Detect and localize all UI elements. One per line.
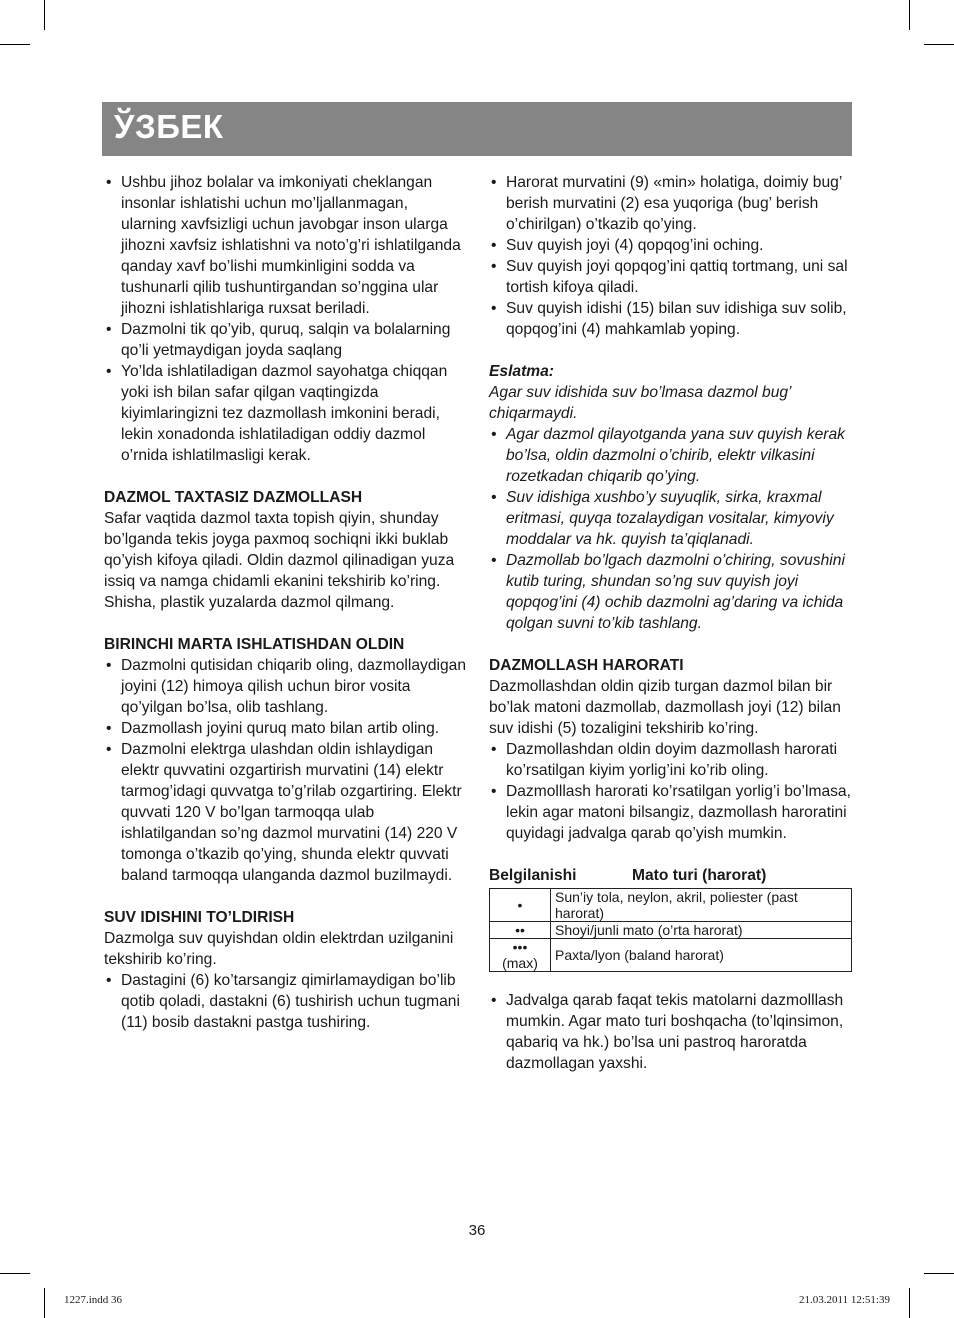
left-column bbox=[104, 172, 466, 1033]
list-item: • Dazmollash joyini quruq mato bilan artib oling. bbox=[104, 718, 466, 739]
list-item: • Jadvalga qarab faqat tekis matolarni dazmolllash mumkin. Agar mato turi boshqacha (to’lqinsimon, qabariq va hk.) bo’lsa uni pastroq haroratda dazmollagan yaxshi. bbox=[489, 990, 855, 1074]
paragraph: Dazmollashdan oldin qizib turgan dazmol bilan bir bo’lak matoni dazmollab, dazmollash joyi (12) bilan suv idishi (5) tozaligini tekshirib ko’ring. bbox=[489, 678, 841, 737]
note-heading: Eslatma: bbox=[489, 363, 555, 380]
file-info: 1227.indd 36 bbox=[64, 1294, 123, 1306]
list-item: • Dazmollab bo’lgach dazmolni o’chiring, sovushini kutib turing, shundan so’ng suv quyish joyi qopqog’ini (4) ochib dazmolni ag’daring va ichida qolgan suvni to’kib tashlang. bbox=[489, 550, 855, 634]
list-item: • Yo’lda ishlatiladigan dazmol sayohatga chiqqan yoki ish bilan safar qilgan vaqtingizda kiyimlaringizni tez dazmollash imkonini beradi, lekin xonadonda ishlatiladigan oddiy dazmol o’rnida ishlatilmasligi kerak. bbox=[104, 361, 466, 466]
crop-mark bbox=[909, 0, 910, 30]
section-heading: SUV IDISHINI TO’LDIRISH bbox=[104, 909, 295, 926]
water-fill-list bbox=[104, 970, 466, 1033]
right-column bbox=[489, 172, 855, 1074]
crop-mark bbox=[44, 0, 45, 30]
list-item: • Dazmolllash harorati ko’rsatilgan yorlig’i bo’lmasa, lekin agar matoni bilsangiz, dazmollash haroratini quyidagi jadvalga qarab qo’yish mumkin. bbox=[489, 781, 855, 844]
crop-mark bbox=[44, 1288, 45, 1318]
table-headers bbox=[489, 865, 855, 886]
list-item: • Suv quyish idishi (15) bilan suv idishiga suv solib, qopqog’ini (4) mahkamlab yoping. bbox=[489, 298, 855, 340]
note-block bbox=[489, 382, 855, 634]
note-list bbox=[489, 424, 855, 634]
note-text: Agar suv idishida suv bo’lmasa dazmol bug’ chiqarmaydi. bbox=[489, 384, 791, 422]
table-cell-symbol: •• bbox=[490, 922, 551, 939]
table-cell-symbol: • bbox=[490, 889, 551, 922]
list-item: • Dastagini (6) ko’tarsangiz qimirlamaydigan bo’lib qotib qoladi, dastakni (6) tushirish uchun tugmani (11) bosib dastakni pastga tushiring. bbox=[104, 970, 466, 1033]
table-row bbox=[490, 889, 852, 922]
crop-mark bbox=[924, 44, 954, 45]
list-item: • Ushbu jihoz bolalar va imkoniyati cheklangan insonlar ishlatishi uchun mo’ljallanmagan, ularning xavfsizligi uchun javobgar inson ularga jihozni xavfsiz ishlatishni va noto’g’ri ishlatilganda qanday xavf bo’lishi mumkinligini sodda va tushunarli qilib tushuntirgandan so’nggina ular jihozni ishlatishlariga ruxsat beriladi. bbox=[104, 172, 466, 319]
section-heading: DAZMOL TAXTASIZ DAZMOLLASH bbox=[104, 489, 363, 506]
list-item: • Suv idishiga xushbo’y suyuqlik, sirka, kraxmal eritmasi, quyqa tozalaydigan vositalar, kimyoviy moddalar va hk. quyish ta’qiqlanadi. bbox=[489, 487, 855, 550]
paragraph: Dazmolga suv quyishdan oldin elektrdan uzilganini tekshirib ko’ring. bbox=[104, 930, 454, 968]
language-banner bbox=[102, 102, 852, 156]
list-item: • Dazmolni qutisidan chiqarib oling, dazmollaydigan joyini (12) himoya qilish uchun biror vosita qo’yilgan bo’lsa, olib tashlang. bbox=[104, 655, 466, 718]
crop-mark bbox=[909, 1288, 910, 1318]
list-item: • Agar dazmol qilayotganda yana suv quyish kerak bo’lsa, oldin dazmolni o’chirib, elektr vilkasini rozetkadan chiqarib qo’ying. bbox=[489, 424, 855, 487]
table-row bbox=[490, 939, 852, 972]
first-use-list bbox=[104, 655, 466, 886]
print-timestamp: 21.03.2011 12:51:39 bbox=[799, 1294, 890, 1306]
page-number: 36 bbox=[468, 1222, 486, 1239]
flat-fabrics-list bbox=[489, 990, 855, 1074]
temperature-list bbox=[489, 739, 855, 844]
list-item: • Harorat murvatini (9) «min» holatiga, doimiy bug’ berish murvatini (2) esa yuqoriga (bug’ berish o’chirilgan) o’tkazib qo’ying. bbox=[489, 172, 855, 235]
section-heading: BIRINCHI MARTA ISHLATISHDAN OLDIN bbox=[104, 636, 405, 653]
table-header-symbol: Belgilanishi bbox=[489, 867, 577, 884]
table-cell-fabric: Paxta/lyon (baland harorat) bbox=[551, 939, 852, 972]
table-cell-fabric: Shoyi/junli mato (o’rta harorat) bbox=[551, 922, 852, 939]
table-header-fabric: Mato turi (harorat) bbox=[632, 867, 767, 884]
list-item: • Suv quyish joyi (4) qopqog’ini oching. bbox=[489, 235, 855, 256]
list-item: • Suv quyish joyi qopqog’ini qattiq tortmang, uni sal tortish kifoya qiladi. bbox=[489, 256, 855, 298]
crop-mark bbox=[924, 1273, 954, 1274]
section-heading: DAZMOLLASH HARORATI bbox=[489, 657, 684, 674]
table-cell-fabric: Sun’iy tola, neylon, akril, poliester (past harorat) bbox=[551, 889, 852, 922]
crop-mark bbox=[0, 44, 30, 45]
paragraph: Safar vaqtida dazmol taxta topish qiyin, shunday bo’lganda tekis joyga paxmoq sochiqni ikki buklab qo’yish kifoya qiladi. Oldin dazmol qilinadigan yuza issiq va namga chidamli ekanini tekshirib ko’ring. Shisha, plastik yuzalarda dazmol qilmang. bbox=[104, 510, 455, 611]
table-row bbox=[490, 922, 852, 939]
list-item: • Dazmollashdan oldin doyim dazmollash harorati ko’rsatilgan kiyim yorlig’ini ko’rib oling. bbox=[489, 739, 855, 781]
page-title: ЎЗБЕК bbox=[114, 108, 224, 145]
fabric-temperature-table bbox=[489, 888, 852, 972]
water-fill-steps-list bbox=[489, 172, 855, 340]
list-item: • Dazmolni tik qo’yib, quruq, salqin va bolalarning qo’li yetmaydigan joyda saqlang bbox=[104, 319, 466, 361]
intro-list bbox=[104, 172, 466, 466]
list-item: • Dazmolni elektrga ulashdan oldin ishlaydigan elektr quvvatini ozgartirish murvatini (14) elektr tarmog’idagi quvvatga to’g’rilab ozgartiring. Elektr quvvati 120 V bo’lgan tarmoqqa ulab ishlatilgandan so’ng dazmol murvatini (14) 220 V tomonga o’tkazib qo’ying, shunda elektr quvvati baland tarmoqqa ulanganda dazmol buzilmaydi. bbox=[104, 739, 466, 886]
crop-mark bbox=[0, 1273, 30, 1274]
table-cell-symbol: ••• (max) bbox=[490, 939, 551, 972]
